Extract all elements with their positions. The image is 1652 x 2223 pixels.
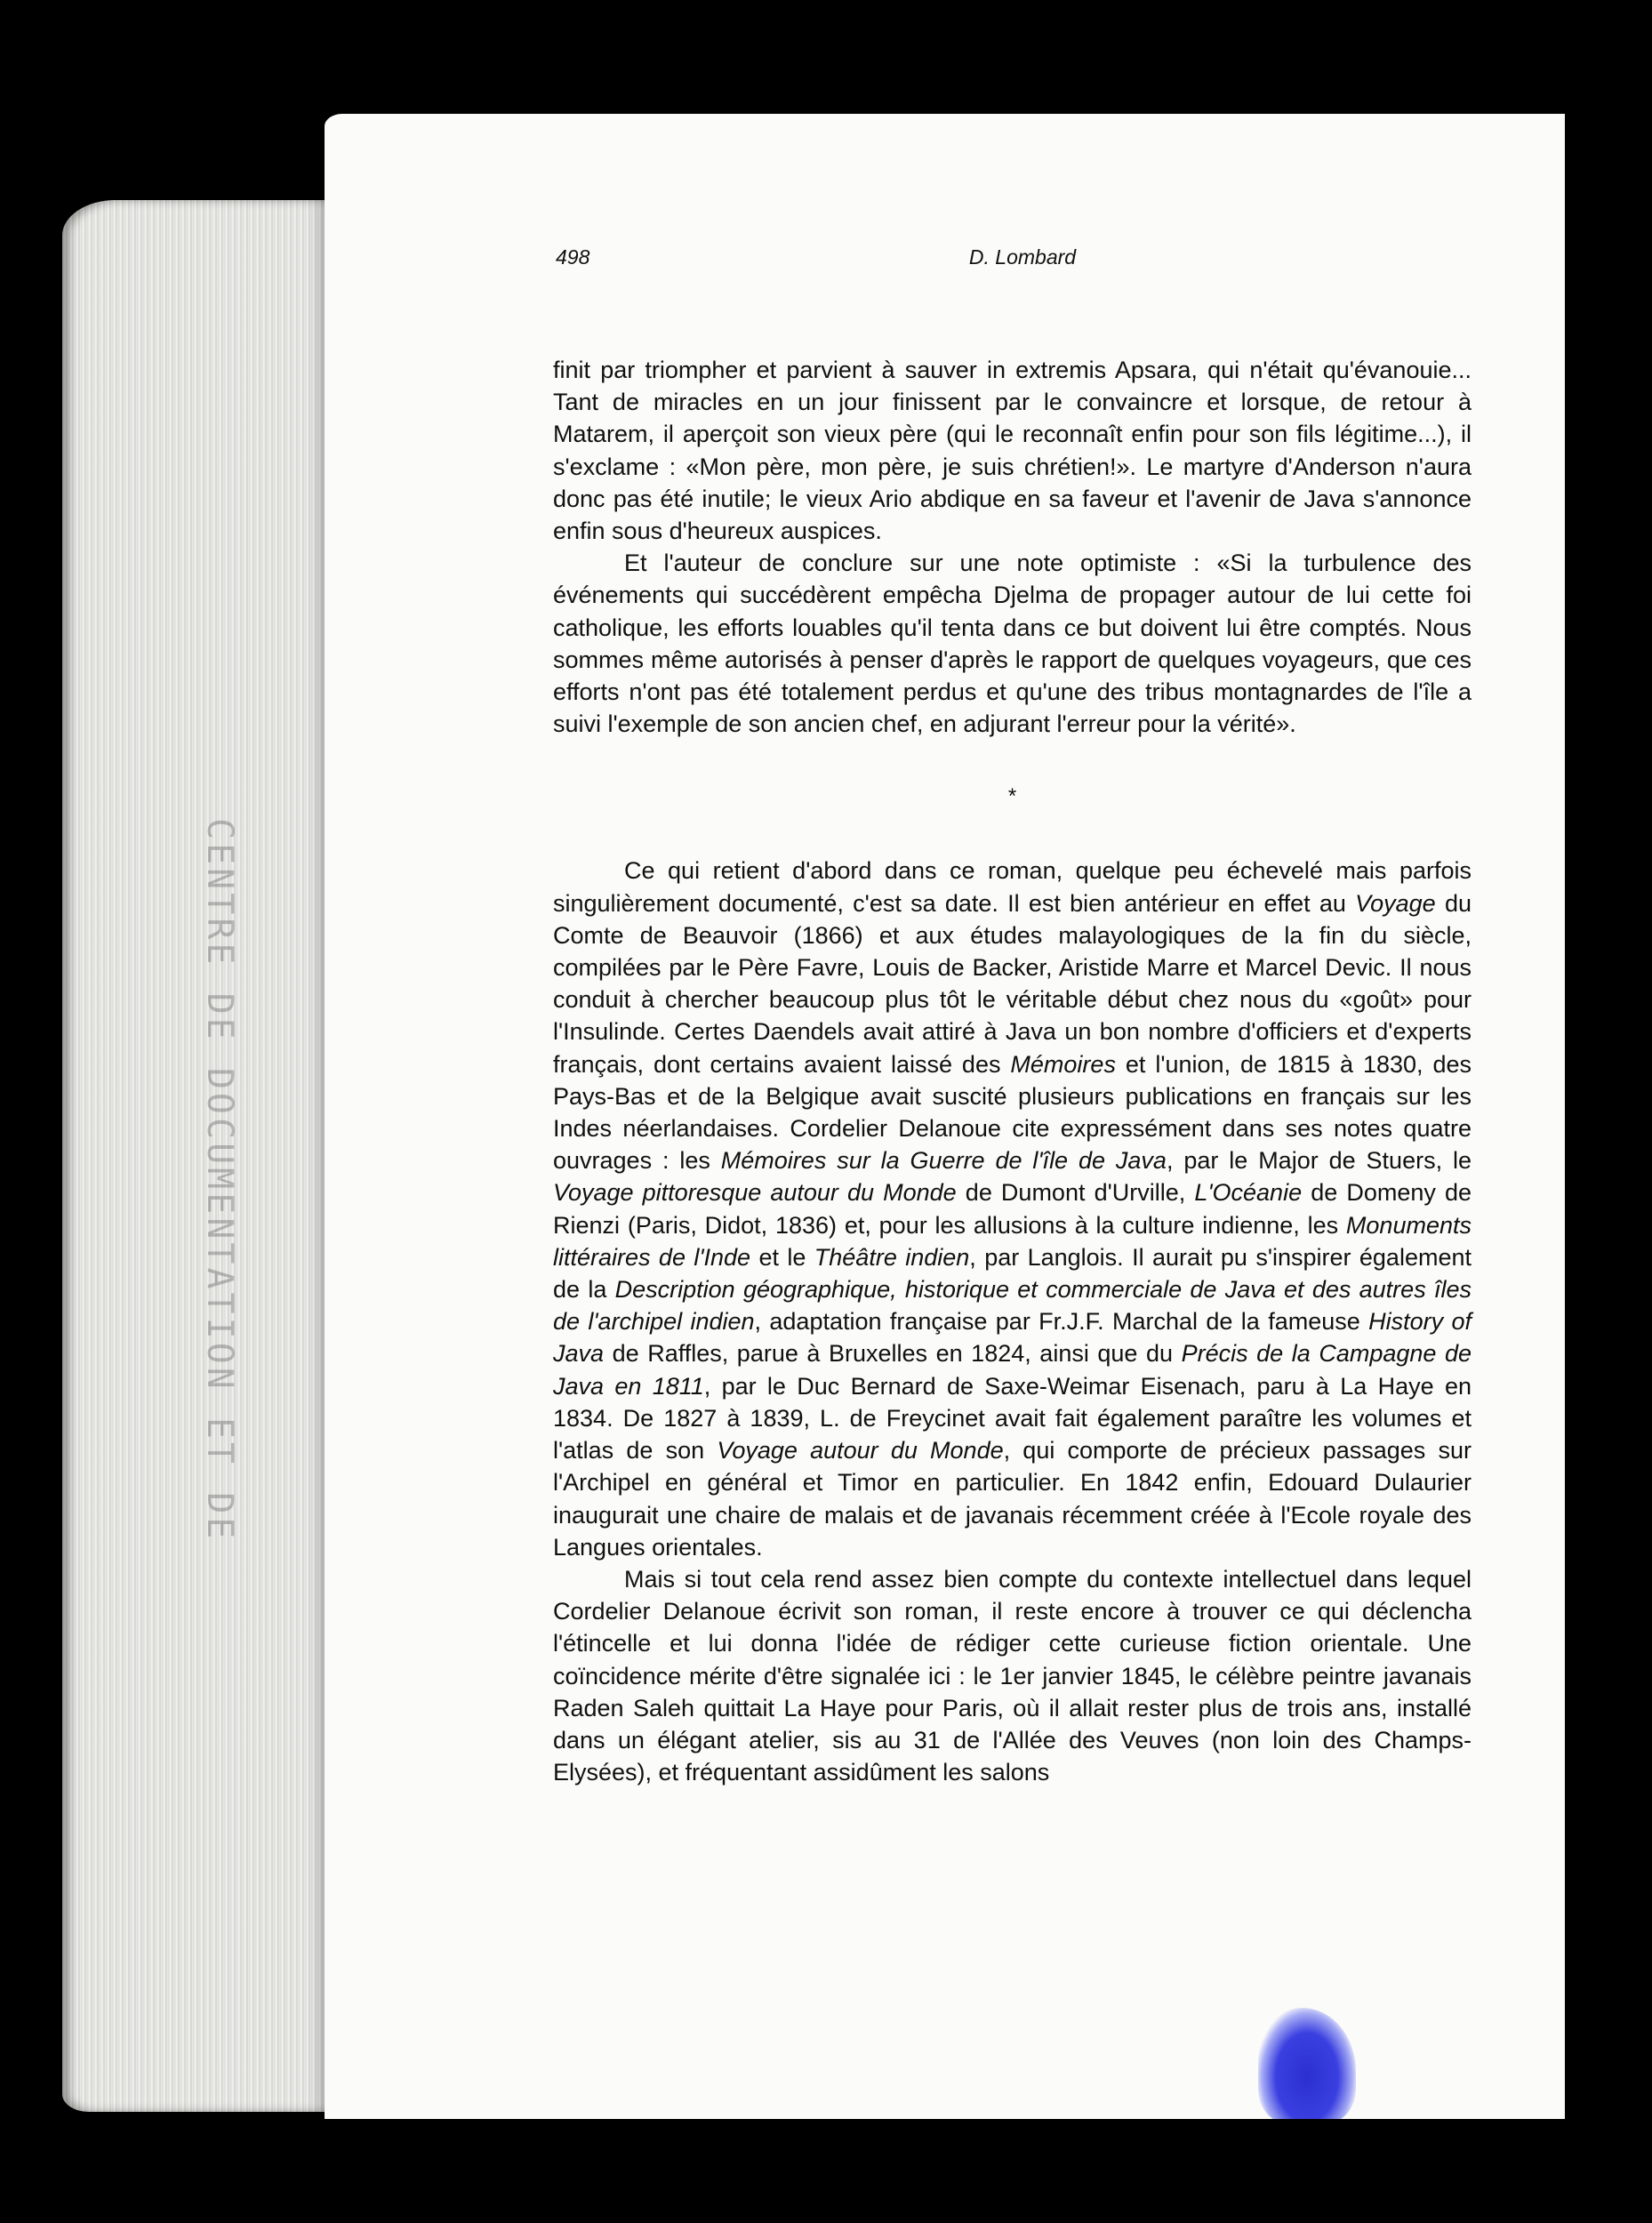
body-text (553, 354, 1472, 1788)
page-number: 498 (556, 245, 590, 269)
paragraph-1: finit par triompher et parvient à sauver in extremis Apsara, qui n'était qu'évanouie... Tant de miracles en un jour finissent par le convaincre et lorsque, de retour à Matarem, il aperçoit son vieux père (qui le reconnaît enfin pour son fils légitime...), il s'exclame : «Mon père, mon père, je suis chrétien!». Le martyre d'Anderson n'aura donc pas été inutile; le vieux Ario abdique en sa faveur et l'avenir de Java s'annonce enfin sous d'heureux auspices. (553, 357, 1472, 545)
library-stamp: CENTRE DE DOCUMENTATION ET DE (199, 818, 240, 1543)
section-separator: * (1007, 784, 1017, 809)
paragraph-3: Ce qui retient d'abord dans ce roman, quelque peu échevelé mais parfois singulièrement documenté, c'est sa date. Il est bien antérieur en effet au Voyage du Comte de Beauvoir (1866) et aux études malayologiques de la fin du siècle, compilées par le Père Favre, Louis de Backer, Aristide Marre et Marcel Devic. Il nous conduit à chercher beaucoup plus tôt le véritable début chez nous du «goût» pour l'Insulinde. Certes Daendels avait attiré à Java un bon nombre d'officiers et d'experts français, dont certains avaient laissé des Mémoires et l'union, de 1815 à 1830, des Pays-Bas et de la Belgique avait suscité plusieurs publications en français sur les Indes néerlandaises. Cordelier Delanoue cite expressément dans ses notes quatre ouvrages : les Mémoires sur la Guerre de l'île de Java, par le Major de Stuers, le Voyage pittoresque autour du Monde de Dumont d'Urville, L'Océanie de Domeny de Rienzi (Paris, Didot, 1836) et, pour les allusions à la culture indienne, les Monuments littéraires de l'Inde et le Théâtre indien, par Langlois. Il aurait pu s'inspirer également de la Description géographique, historique et commerciale de Java et des autres îles de l'archipel indien, adaptation française par Fr.J.F. Marchal de la fameuse History of Java de Raffles, parue à Bruxelles en 1824, ainsi que du Précis de la Campagne de Java en 1811, par le Duc Bernard de Saxe-Weimar Eisenach, paru à La Haye en 1834. De 1827 à 1839, L. de Freycinet avait fait également paraître les volumes et l'atlas de son Voyage autour du Monde, qui comporte de précieux passages sur l'Archipel en général et Timor en particulier. En 1842 enfin, Edouard Dulaurier inaugurait une chaire de malais et de javanais récemment créée à l'Ecole royale des Langues orientales. (553, 857, 1472, 1561)
ink-stain (1258, 2008, 1356, 2119)
book-page (325, 114, 1565, 2119)
paragraph-2: Et l'auteur de conclure sur une note optimiste : «Si la turbulence des événements qui succédèrent empêcha Djelma de propager autour de lui cette foi catholique, les efforts louables qu'il tenta dans ce but doivent lui être comptés. Nous sommes même autorisés à penser d'après le rapport de quelques voyageurs, que ces efforts n'ont pas été totalement perdus et qu'une des tribus montagnardes de l'île a suivi l'exemple de son ancien chef, en adjurant l'erreur pour la vérité». (553, 550, 1472, 738)
running-title: D. Lombard (968, 245, 1077, 269)
paragraph-4: Mais si tout cela rend assez bien compte du contexte intellectuel dans lequel Cordelier Delanoue écrivit son roman, il reste encore à trouver ce qui déclencha l'étincelle et lui donna l'idée de rédiger cette curieuse fiction orientale. Une coïncidence mérite d'être signalée ici : le 1er janvier 1845, le célèbre peintre javanais Raden Saleh quittait La Haye pour Paris, où il allait rester plus de trois ans, installé dans un élégant atelier, sis au 31 de l'Allée des Veuves (non loin des Champs-Elysées), et fréquentant assidûment les salons (553, 1565, 1472, 1786)
